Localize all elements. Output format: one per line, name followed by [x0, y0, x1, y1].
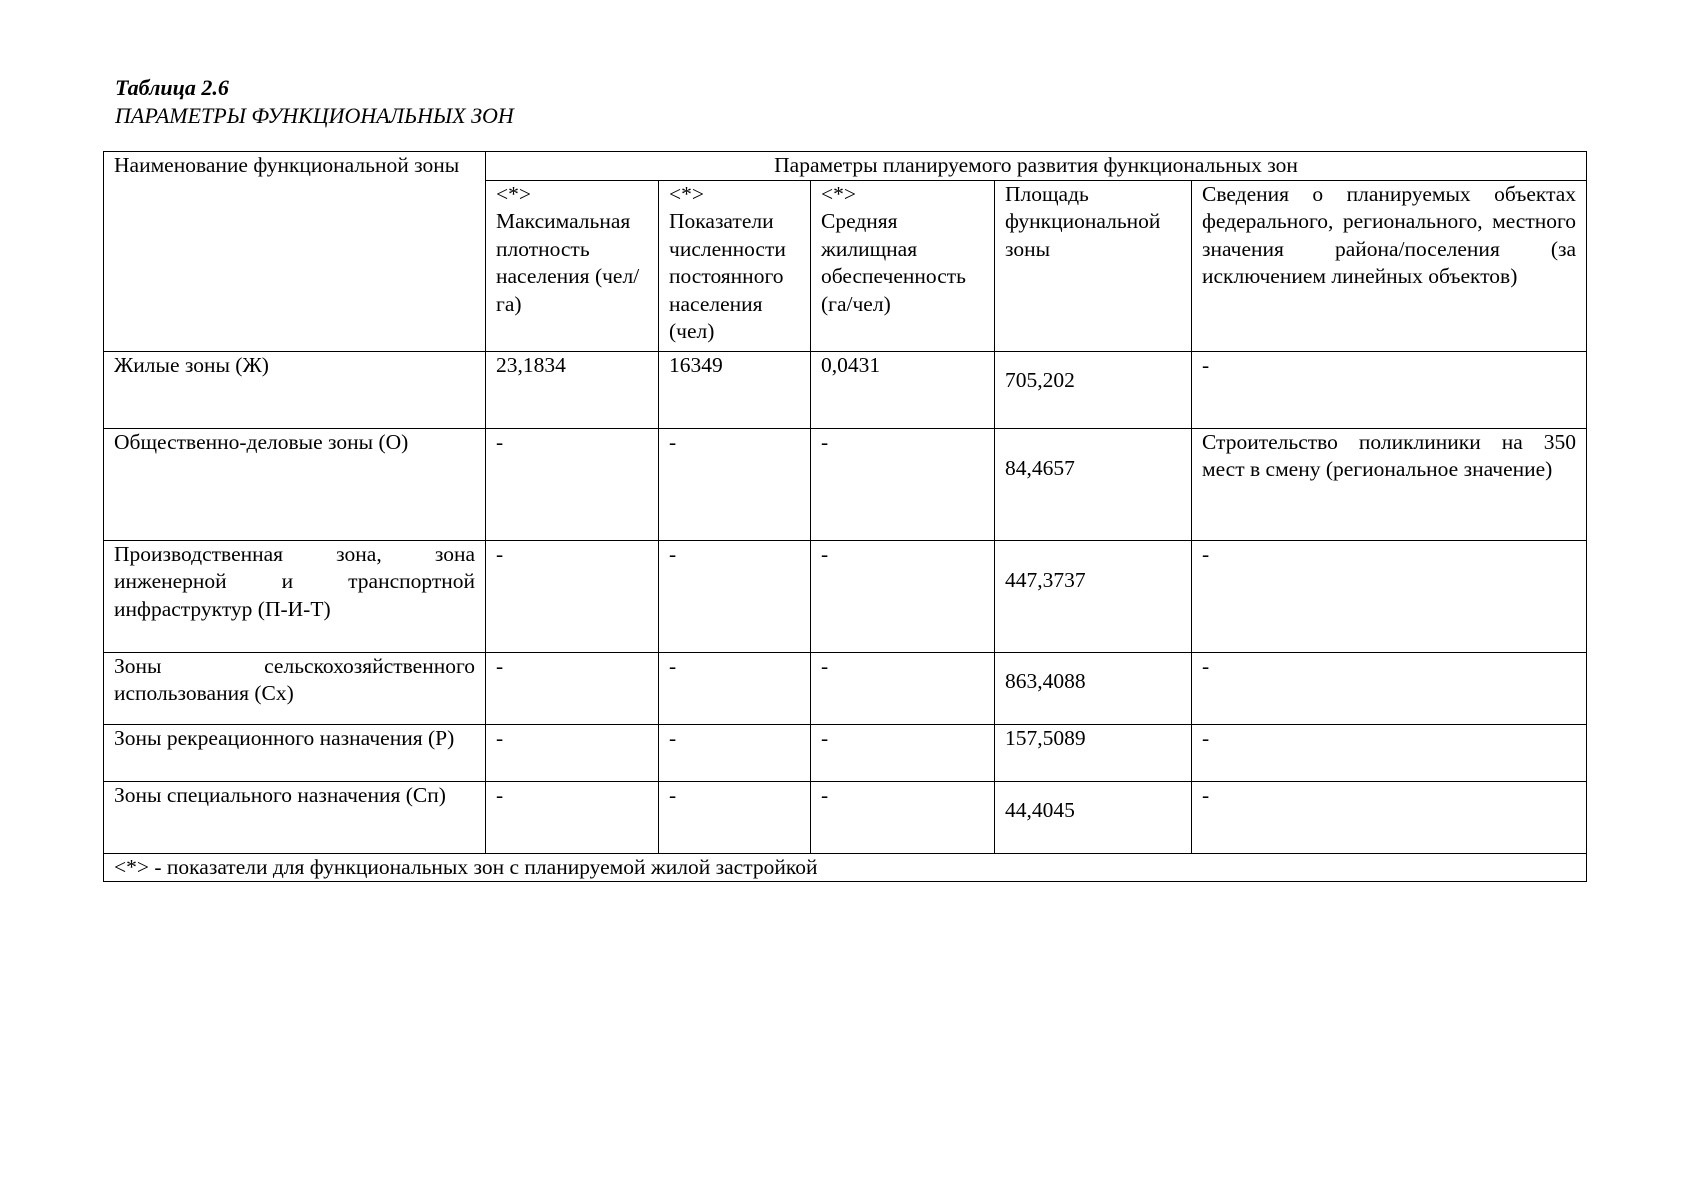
objects-cell: - [1192, 724, 1587, 781]
area-cell: 84,4657 [995, 428, 1192, 540]
table-caption [115, 74, 1575, 130]
header-area-label: Площадь функциональной зоны [1005, 181, 1161, 261]
header-zone-name-label: Наименование функциональной зоны [114, 153, 460, 177]
objects-cell: - [1192, 351, 1587, 428]
table-row [104, 781, 1587, 853]
population-cell: - [659, 428, 811, 540]
population-cell: - [659, 540, 811, 652]
density-cell: - [486, 781, 659, 853]
header-area [995, 180, 1192, 351]
housing-cell: - [811, 781, 995, 853]
footnote-mark: <*> [821, 181, 857, 206]
zone-name-cell: Зоны специального назначения (Сп) [104, 781, 486, 853]
housing-cell: 0,0431 [811, 351, 995, 428]
table-row [104, 724, 1587, 781]
header-group-params [486, 152, 1587, 181]
table-footnote: <*> - показатели для функциональных зон с планируемой жилой застройкой [104, 853, 1587, 882]
objects-cell: Строительство поликлиники на 350 мест в смену (региональное значение) [1192, 428, 1587, 540]
footnote-mark: <*> [669, 181, 705, 206]
area-cell: 863,4088 [995, 652, 1192, 724]
objects-cell: - [1192, 652, 1587, 724]
population-cell: - [659, 724, 811, 781]
density-cell: - [486, 540, 659, 652]
header-zone-name [104, 152, 486, 352]
area-cell: 705,202 [995, 351, 1192, 428]
density-cell: 23,1834 [486, 351, 659, 428]
objects-cell: - [1192, 540, 1587, 652]
header-housing-label: Средняя жилищная обеспеченность (га/чел) [821, 209, 966, 316]
header-density-label: Максимальная плотность населения (чел/га) [496, 209, 640, 316]
header-density [486, 180, 659, 351]
header-row [104, 152, 1587, 181]
density-cell: - [486, 428, 659, 540]
area-cell: 44,4045 [995, 781, 1192, 853]
zone-name-cell: Зоны рекреационного назначения (Р) [104, 724, 486, 781]
zone-name-cell: Зоны сельскохозяйственного использования (Сх) [104, 652, 486, 724]
header-housing [811, 180, 995, 351]
table-row [104, 652, 1587, 724]
housing-cell: - [811, 652, 995, 724]
objects-cell: - [1192, 781, 1587, 853]
table-row [104, 428, 1587, 540]
header-population [659, 180, 811, 351]
table-row [104, 351, 1587, 428]
table-row [104, 540, 1587, 652]
header-group-label: Параметры планируемого развития функциональных зон [774, 153, 1298, 177]
header-population-label: Показатели численности постоянного населения (чел) [669, 209, 786, 343]
housing-cell: - [811, 540, 995, 652]
housing-cell: - [811, 724, 995, 781]
housing-cell: - [811, 428, 995, 540]
population-cell: - [659, 781, 811, 853]
population-cell: - [659, 652, 811, 724]
zone-name-cell: Производственная зона, зона инженерной и транспортной инфраструктур (П-И-Т) [104, 540, 486, 652]
footnote-mark: <*> [496, 181, 532, 206]
header-objects [1192, 180, 1587, 351]
table-number: Таблица 2.6 [115, 75, 229, 100]
density-cell: - [486, 652, 659, 724]
zone-name-cell: Жилые зоны (Ж) [104, 351, 486, 428]
zone-name-cell: Общественно-деловые зоны (О) [104, 428, 486, 540]
density-cell: - [486, 724, 659, 781]
footnote-row [104, 853, 1587, 882]
functional-zones-table [103, 151, 1587, 882]
table-title: ПАРАМЕТРЫ ФУНКЦИОНАЛЬНЫХ ЗОН [115, 103, 514, 128]
area-cell: 447,3737 [995, 540, 1192, 652]
area-cell: 157,5089 [995, 724, 1192, 781]
header-objects-label: Сведения о планируемых объектах федерального, регионального, местного значения района/поселения (за исключением линейных объектов) [1202, 181, 1577, 288]
population-cell: 16349 [659, 351, 811, 428]
